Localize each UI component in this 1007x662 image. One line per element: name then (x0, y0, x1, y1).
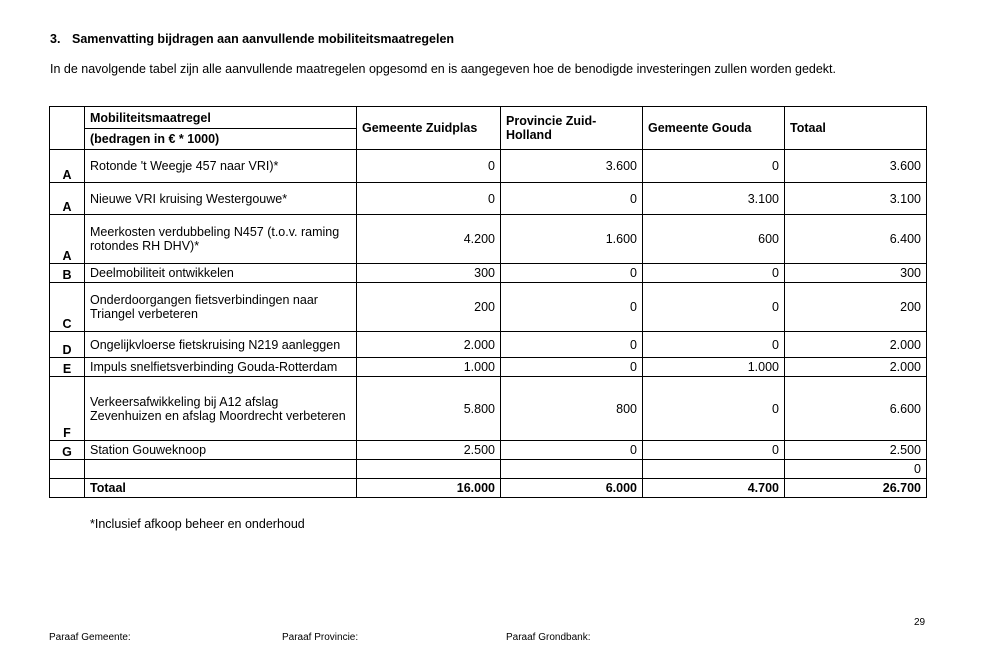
row-total-amount: 6.600 (785, 377, 927, 441)
total-zuidplas: 16.000 (357, 479, 501, 498)
row-zuidplas-amount: 4.200 (357, 215, 501, 264)
row-description: Rotonde 't Weegje 457 naar VRI)* (85, 150, 357, 183)
total-provincie: 6.000 (501, 479, 643, 498)
row-provincie-amount: 3.600 (501, 150, 643, 183)
row-total-amount: 3.600 (785, 150, 927, 183)
row-gouda-amount: 3.100 (643, 183, 785, 215)
row-zuidplas-amount (357, 460, 501, 479)
header-zuidplas: Gemeente Zuidplas (357, 107, 501, 150)
total-gouda: 4.700 (643, 479, 785, 498)
row-code: D (50, 332, 85, 358)
row-code: F (50, 377, 85, 441)
table-row (50, 377, 927, 441)
row-total-amount: 2.000 (785, 358, 927, 377)
row-description: Station Gouweknoop (85, 441, 357, 460)
row-description: Onderdoorgangen fietsverbindingen naar Triangel verbeteren (85, 283, 357, 332)
row-description: Meerkosten verdubbeling N457 (t.o.v. raming rotondes RH DHV)* (85, 215, 357, 264)
row-zuidplas-amount: 2.000 (357, 332, 501, 358)
row-gouda-amount: 0 (643, 150, 785, 183)
table-row (50, 358, 927, 377)
row-total-amount: 200 (785, 283, 927, 332)
row-code (50, 460, 85, 479)
total-row (50, 479, 927, 498)
row-gouda-amount: 600 (643, 215, 785, 264)
table-row (50, 150, 927, 183)
row-code: E (50, 358, 85, 377)
header-desc-cell (85, 107, 357, 150)
row-total-amount: 3.100 (785, 183, 927, 215)
row-gouda-amount: 0 (643, 283, 785, 332)
table-row (50, 283, 927, 332)
row-code: A (50, 150, 85, 183)
row-zuidplas-amount: 2.500 (357, 441, 501, 460)
row-total-amount: 0 (785, 460, 927, 479)
row-provincie-amount: 0 (501, 264, 643, 283)
row-gouda-amount: 0 (643, 377, 785, 441)
row-total-amount: 2.000 (785, 332, 927, 358)
table-row (50, 215, 927, 264)
row-zuidplas-amount: 0 (357, 183, 501, 215)
signature-gemeente: Paraaf Gemeente: (49, 632, 131, 643)
row-provincie-amount: 0 (501, 441, 643, 460)
row-gouda-amount (643, 460, 785, 479)
row-description (85, 460, 357, 479)
row-zuidplas-amount: 300 (357, 264, 501, 283)
row-gouda-amount: 0 (643, 441, 785, 460)
total-code-cell (50, 479, 85, 498)
row-gouda-amount: 1.000 (643, 358, 785, 377)
row-description: Deelmobiliteit ontwikkelen (85, 264, 357, 283)
row-total-amount: 300 (785, 264, 927, 283)
row-zuidplas-amount: 1.000 (357, 358, 501, 377)
row-provincie-amount: 0 (501, 183, 643, 215)
header-code-cell (50, 107, 85, 150)
footnote: *Inclusief afkoop beheer en onderhoud (90, 517, 305, 531)
section-title: Samenvatting bijdragen aan aanvullende mobiliteitsmaatregelen (72, 32, 455, 46)
row-description: Verkeersafwikkeling bij A12 afslag Zevenhuizen en afslag Moordrecht verbeteren (85, 377, 357, 441)
row-provincie-amount: 0 (501, 332, 643, 358)
page-number: 29 (914, 617, 926, 628)
contributions-table (49, 106, 927, 498)
header-totaal: Totaal (785, 107, 927, 150)
row-provincie-amount: 800 (501, 377, 643, 441)
table-row (50, 183, 927, 215)
header-desc-line2: (bedragen in € * 1000) (90, 132, 220, 146)
row-gouda-amount: 0 (643, 332, 785, 358)
total-totaal: 26.700 (785, 479, 927, 498)
section-number: 3. (50, 32, 61, 46)
table-row (50, 332, 927, 358)
row-zuidplas-amount: 0 (357, 150, 501, 183)
total-label: Totaal (85, 479, 357, 498)
row-zuidplas-amount: 5.800 (357, 377, 501, 441)
row-provincie-amount: 0 (501, 358, 643, 377)
row-description: Impuls snelfietsverbinding Gouda-Rotterdam (85, 358, 357, 377)
row-code: B (50, 264, 85, 283)
row-code: C (50, 283, 85, 332)
header-gouda: Gemeente Gouda (643, 107, 785, 150)
intro-paragraph: In de navolgende tabel zijn alle aanvullende maatregelen opgesomd en is aangegeven hoe de benodigde investeringen zullen worden gedekt. (50, 62, 836, 76)
section-heading (50, 32, 454, 46)
header-provincie: Provincie Zuid-Holland (501, 107, 643, 150)
row-zuidplas-amount: 200 (357, 283, 501, 332)
row-total-amount: 2.500 (785, 441, 927, 460)
signature-grondbank: Paraaf Grondbank: (506, 632, 591, 643)
row-total-amount: 6.400 (785, 215, 927, 264)
table-row (50, 441, 927, 460)
row-provincie-amount (501, 460, 643, 479)
table-row (50, 460, 927, 479)
signature-provincie: Paraaf Provincie: (282, 632, 359, 643)
table-header-row (50, 107, 927, 150)
row-code: A (50, 183, 85, 215)
row-description: Ongelijkvloerse fietskruising N219 aanleggen (85, 332, 357, 358)
row-provincie-amount: 1.600 (501, 215, 643, 264)
row-description: Nieuwe VRI kruising Westergouwe* (85, 183, 357, 215)
header-desc-line1: Mobiliteitsmaatregel (85, 107, 356, 129)
row-code: A (50, 215, 85, 264)
row-gouda-amount: 0 (643, 264, 785, 283)
row-provincie-amount: 0 (501, 283, 643, 332)
table-row (50, 264, 927, 283)
row-code: G (50, 441, 85, 460)
